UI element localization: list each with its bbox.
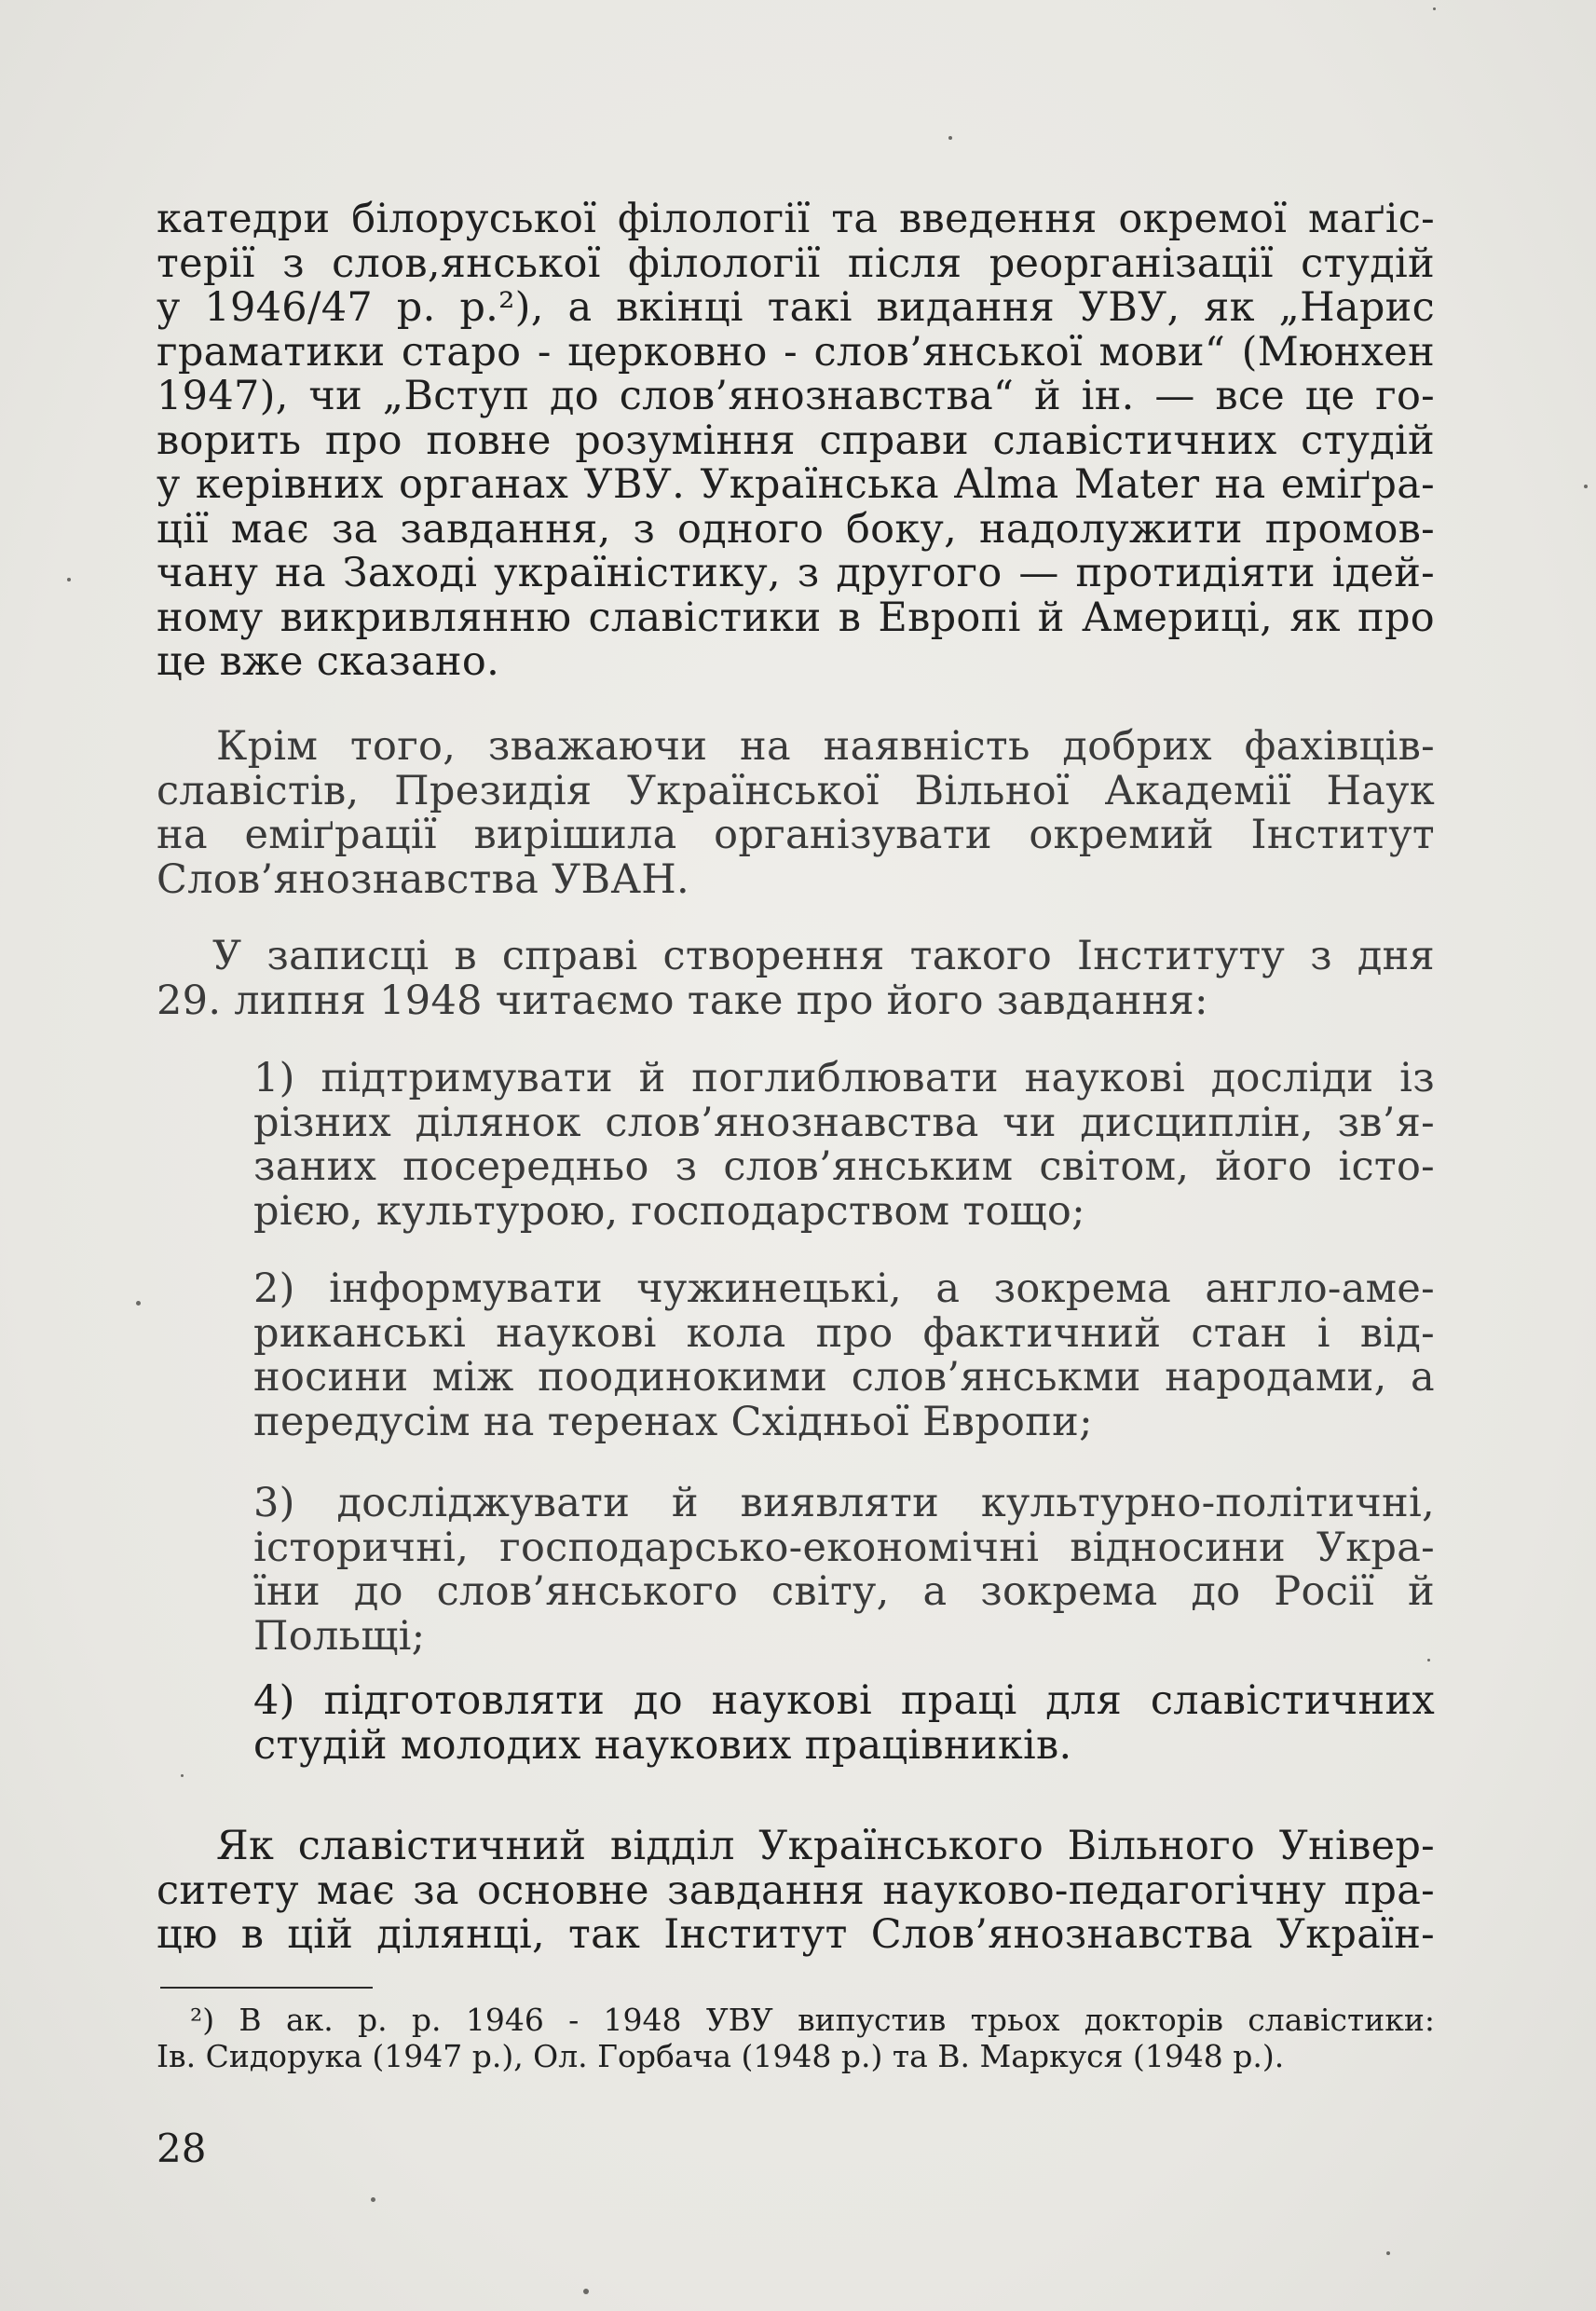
list-item-2 (253, 1267, 1435, 1444)
list-item-3 (253, 1482, 1435, 1659)
text-line: катедри білоруської філології та введення окремої маґіс- (157, 198, 1435, 242)
list-item-4 (253, 1679, 1435, 1768)
paragraph-1 (157, 198, 1435, 685)
text-line: 4) підготовляти до наукові праці для славістичних (253, 1679, 1435, 1724)
text-line: ситету має за основне завдання науково-педагогічну пра- (157, 1868, 1435, 1913)
text-line: ворить про повне розуміння справи славістичних студій (157, 418, 1435, 463)
text-line: їни до слов’янського світу, а зокрема до Росії й (253, 1570, 1435, 1615)
footnote-line: ²) В ак. р. р. 1946 - 1948 УВУ випустив трьох докторів славістики: (190, 2002, 1435, 2038)
print-speck (136, 1301, 141, 1306)
text-line: на еміґрації вирішила організувати окремий Інститут (157, 814, 1435, 858)
text-line: студій молодих наукових працівників. (253, 1723, 1072, 1768)
text-line: рією, культурою, господарством тощо; (253, 1189, 1085, 1234)
text-line: 2) інформувати чужинецькі, а зокрема англо-аме- (253, 1267, 1435, 1312)
footnote-line: Ів. Сидорука (1947 р.), Ол. Горбача (1948 р.) та В. Маркуся (1948 р.). (157, 2038, 1285, 2074)
text-line: ному викривлянню славістики в Европі й Америці, як про (157, 595, 1435, 640)
print-speck (67, 578, 71, 581)
paragraph-4 (157, 1825, 1435, 1958)
text-line: історичні, господарсько-економічні відносини Укра- (253, 1525, 1435, 1570)
text-line: ції має за завдання, з одного боку, надолужити промов- (157, 507, 1435, 552)
text-line: 1947), чи „Вступ до слов’янознавства“ й ін. — все це го- (157, 375, 1435, 419)
text-line: у керівних органах УВУ. Українська Alma Mater на еміґра- (157, 463, 1435, 508)
text-line: різних ділянок слов’янознавства чи дисциплін, зв’я- (253, 1101, 1435, 1145)
print-speck (948, 136, 952, 140)
text-line: 29. липня 1948 читаємо таке про його завдання: (157, 978, 1208, 1023)
paragraph-2 (157, 725, 1435, 902)
text-line: граматики старо - церковно - слов’янської мови“ (Мюнхен (157, 330, 1435, 375)
print-speck (583, 2289, 589, 2294)
print-speck (1386, 2251, 1390, 2255)
text-line: риканські наукові кола про фактичний стан і від- (253, 1311, 1435, 1356)
text-line: чану на Заході україністику, з другого — протидіяти ідей- (157, 552, 1435, 596)
text-line: Польщі; (253, 1614, 426, 1659)
print-speck (1427, 1659, 1430, 1661)
list-item-1 (253, 1057, 1435, 1234)
text-line: У записці в справі створення такого Інституту з дня (212, 935, 1435, 979)
text-line: 3) досліджувати й виявляти культурно-політичні, (253, 1482, 1435, 1526)
text-line: Крім того, зважаючи на наявність добрих фахівців- (216, 725, 1435, 770)
text-line: це вже сказано. (157, 640, 500, 685)
text-line: славістів, Президія Української Вільної Академії Наук (157, 769, 1435, 814)
text-line: заних посередньо з слов’янським світом, його істо- (253, 1145, 1435, 1190)
text-line: цю в цій ділянці, так Інститут Слов’янознавства Україн- (157, 1913, 1435, 1958)
text-line: терії з слов,янської філології після реорганізації студій (157, 241, 1435, 286)
page-number: 28 (157, 2126, 207, 2171)
footnote-divider (160, 1987, 373, 1989)
paragraph-3 (157, 935, 1435, 1023)
text-line: 1) підтримувати й поглиблювати наукові досліди із (253, 1057, 1435, 1101)
print-speck (371, 2197, 375, 2202)
print-speck (1433, 7, 1436, 10)
footnote (157, 2002, 1435, 2074)
print-speck (181, 1774, 184, 1777)
text-line: передусім на теренах Східньої Европи; (253, 1400, 1093, 1444)
print-speck (1584, 485, 1588, 488)
text-line: Слов’янознавства УВАН. (157, 857, 690, 902)
text-line: у 1946/47 р. р.²), а вкінці такі видання УВУ, як „Нарис (157, 286, 1435, 331)
text-line: Як славістичний відділ Українського Вільного Універ- (216, 1825, 1435, 1869)
text-line: носини між поодинокими слов’янськми народами, а (253, 1356, 1435, 1401)
